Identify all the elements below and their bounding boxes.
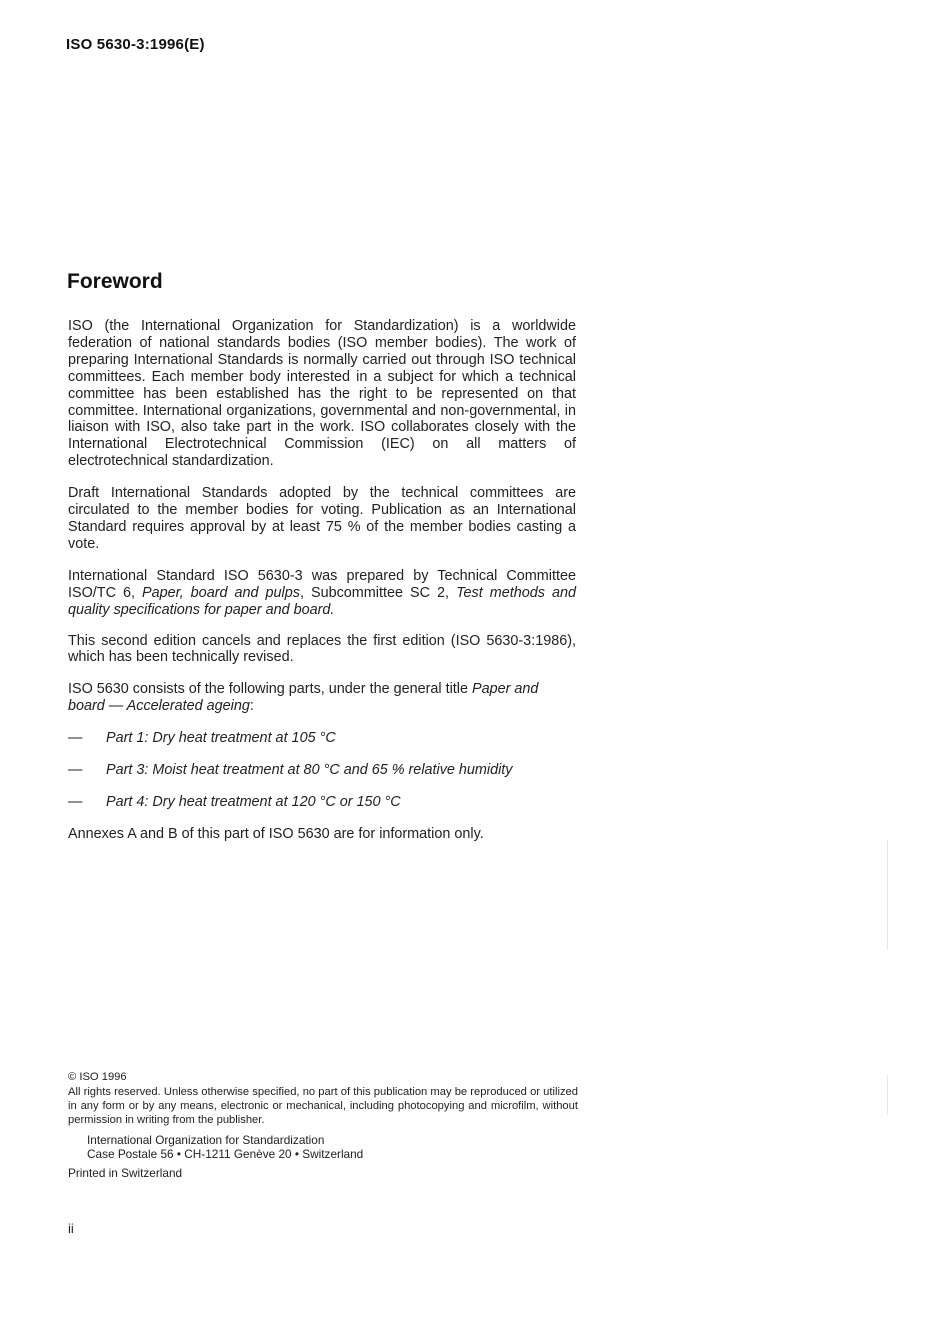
list-item [68, 794, 576, 811]
prepared-by-text: International Standard ISO 5630-3 was prepared by Technical Committee ISO/TC 6, [68, 567, 576, 601]
parts-intro-text: ISO 5630 consists of the following parts, under the general title [68, 681, 472, 698]
rights-statement: All rights reserved. Unless otherwise specified, no part of this publication may be reproduced or utilized in any form or by any means, electronic or mechanical, including photocopying and microfilm, without permission in writing from the publisher. [68, 1086, 578, 1126]
paragraph-iso-intro: ISO (the International Organization for Standardization) is a worldwide federation of national standards bodies (ISO member bodies). The work of preparing International Standards is normally carried out through ISO technical committees. Each member body interested in a subject for which a technical committee has been established has the right to be represented on that committee. International organizations, governmental and non-governmental, in liaison with ISO, also take part in the work. ISO collaborates closely with the International Electrotechnical Commission (IEC) on all matters of electrotechnical standardization. [68, 318, 576, 470]
foreword-body [68, 318, 576, 858]
committee-title: Paper, board and pulps [142, 584, 300, 601]
parts-intro-colon: : [249, 698, 254, 715]
part-title: Part 1: Dry heat treatment at 105 °C [106, 730, 336, 747]
publisher-name: International Organization for Standardization [87, 1133, 325, 1147]
scan-artifact [887, 840, 888, 950]
publisher-postal: Case Postale 56 • CH-1211 Genève 20 • Switzerland [87, 1147, 364, 1161]
paragraph-draft-standards: Draft International Standards adopted by the technical committees are circulated to the member bodies for voting. Publication as an International Standard requires approval by at least 75 % of the member bodies casting a vote. [68, 485, 576, 552]
publisher-address [68, 1133, 578, 1161]
dash-marker: — [68, 762, 83, 779]
paragraph-parts-intro [68, 681, 576, 715]
paragraph-annexes: Annexes A and B of this part of ISO 5630 are for information only. [68, 825, 484, 842]
dash-marker: — [68, 730, 83, 747]
scan-artifact [887, 1075, 888, 1115]
printed-in: Printed in Switzerland [68, 1166, 183, 1180]
paragraph-edition: This second edition cancels and replaces the first edition (ISO 5630-3:1986), which has been technically revised. [68, 632, 576, 666]
copyright-line: © ISO 1996 [68, 1071, 127, 1083]
part-title: Part 3: Moist heat treatment at 80 °C and 65 % relative humidity [106, 762, 513, 779]
subcommittee-title: Test methods and quality specifications for paper and board. [68, 584, 576, 618]
document-id-header: ISO 5630-3:1996(E) [66, 36, 205, 53]
general-title: Paper and board — Accelerated ageing [68, 681, 539, 715]
dash-marker: — [68, 793, 83, 810]
subcommittee-text: , Subcommittee SC 2, [299, 584, 457, 601]
section-title: Foreword [67, 270, 163, 293]
list-item [68, 730, 576, 747]
list-item [68, 762, 576, 779]
paragraph-prepared-by [68, 568, 576, 619]
page-number: ii [68, 1221, 74, 1236]
copyright-block [68, 1070, 578, 1180]
part-title: Part 4: Dry heat treatment at 120 °C or 150 °C [106, 793, 401, 810]
